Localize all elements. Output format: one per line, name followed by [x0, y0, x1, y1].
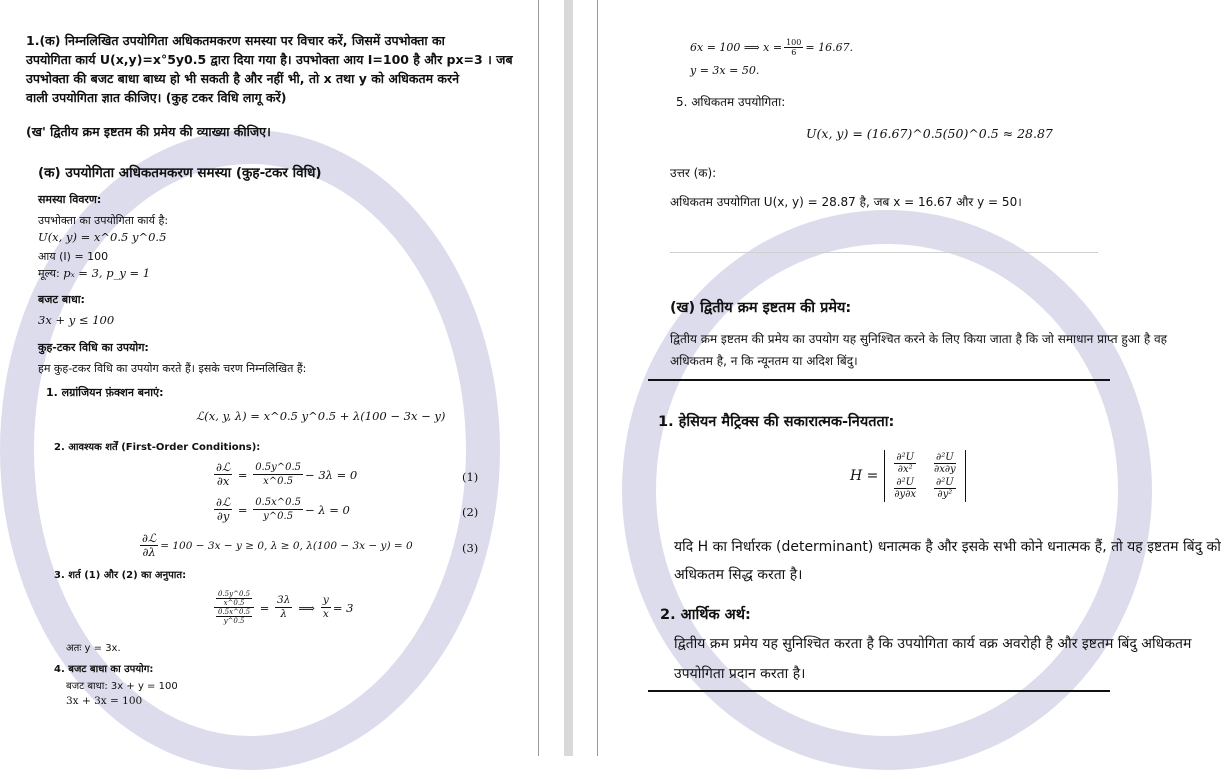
hessian-matrix: [884, 450, 965, 502]
h11: [892, 452, 918, 475]
h12: [932, 452, 958, 475]
ratio-a1: 0.5y^0.5: [218, 590, 251, 598]
question-line-3: उपभोक्ता की बजट बाधा बाध्य हो भी सकती है और नहीं भी, तो x तथा y को अधिकतम करने: [26, 71, 460, 86]
foc3-derivative: [140, 532, 158, 559]
ratio-a2: x^0.5: [223, 599, 245, 607]
foc-equation-1: $\frac{\text{∂ℒ}}{\partial x}$ = $\frac{0.5y\^{}0.5}{x\^{}0.5}$ − 3λ = 0: [216, 460, 358, 488]
ratio-y: y: [322, 594, 329, 606]
budget-equation: 3x + y ≤ 100: [38, 313, 115, 327]
foc2-num: ∂ℒ: [216, 495, 231, 509]
h21: [892, 477, 918, 500]
income-line: आय (I) = 100: [38, 250, 109, 263]
section-b-text-2: अधिकतम है, न कि न्यूनतम या अदिश बिंदु।: [670, 354, 858, 368]
foc1-num: ∂ℒ: [216, 460, 231, 474]
section-b-text-1: द्वितीय क्रम इष्टतम की प्रमेय का उपयोग यह सुनिश्चित करने के लिए किया जाता है कि जो समाधान प्राप्त हुआ है वह: [670, 332, 1168, 346]
max-utility-equation: U(x, y) = (16.67)^0.5(50)^0.5 ≈ 28.87: [806, 126, 1053, 141]
scroll-divider: [564, 0, 573, 756]
economic-text-1: द्वितीय क्रम प्रमेय यह सुनिश्चित करता है कि उपयोगिता कार्य वक्र अवरोही है और इष्टतम बिंदु अधिकतम: [674, 636, 1192, 652]
ratio-x: x: [322, 608, 329, 620]
answer-text: अधिकतम उपयोगिता U(x, y) = 28.87 है, जब x = 16.67 और y = 50।: [670, 195, 1022, 209]
question-line-1: 1.(क) निम्नलिखित उपयोगिता अधिकतमकरण समस्या पर विचार करें, जिसमें उपभोक्ता का: [26, 33, 445, 48]
hence-line: अतः y = 3x.: [66, 643, 121, 654]
eq-6x-num: 100: [786, 38, 802, 47]
foc2-den: ∂y: [216, 509, 230, 523]
step-2: 2. आवश्यक शर्तें (First-Order Conditions):: [54, 442, 261, 453]
ratio-equation: $\frac{\frac{0.5y\^{}0.5}{x\^{}0.5}}{\frac{0.5x\^{}0.5}{y\^{}0.5}}$ = $\frac{3\lambda}{\lambda}$ ⟹ $\frac{y}{x}$ = 3: [212, 590, 353, 625]
foc1-rest: − 3λ = 0: [305, 467, 358, 482]
prices-equation: pₓ = 3, p_y = 1: [63, 266, 151, 280]
foc3-num: ∂ℒ: [142, 531, 157, 545]
foc2-n2: 0.5x^0.5: [255, 497, 302, 508]
hessian-label: H =: [850, 468, 879, 484]
foc1-n2: 0.5y^0.5: [255, 462, 302, 473]
ratio-yx-fraction: [321, 594, 331, 621]
foc-equation-2: $\frac{\text{∂ℒ}}{\partial y}$ = $\frac{0.5x\^{}0.5}{y\^{}0.5}$ − λ = 0: [216, 495, 350, 523]
ratio-top: [214, 590, 254, 608]
document-page-right: [598, 0, 1221, 756]
foc-equation-3: [138, 532, 413, 559]
equation-number-2: (2): [462, 505, 479, 519]
foc2-derivative: [214, 496, 232, 523]
ratio-b2: y^0.5: [223, 617, 245, 625]
eq-6x-left: 6x = 100 ⟹ x =: [690, 41, 783, 54]
kt-intro: हम कुह-टकर विधि का उपयोग करते हैं। इसके चरण निम्नलिखित हैं:: [38, 362, 307, 375]
foc2-fraction: [253, 496, 303, 523]
ratio-c-n: 3λ: [277, 594, 291, 606]
foc1-den: ∂x: [216, 474, 230, 488]
ratio-bottom: [214, 608, 254, 625]
h22-den: ∂y²: [937, 489, 953, 500]
eq-6x-fraction: [784, 38, 803, 57]
page-gap: [538, 0, 598, 756]
prices-line: [38, 266, 150, 281]
h22: [932, 477, 958, 500]
foc2-rest: − λ = 0: [305, 502, 350, 517]
page-border-left: [538, 0, 539, 756]
utility-label: उपभोक्ता का उपयोगिता कार्य है:: [38, 214, 169, 227]
budget-line: बजट बाधा: 3x + y = 100: [66, 681, 178, 692]
horizontal-rule-top: [648, 379, 1110, 381]
economic-meaning-heading: 2. आर्थिक अर्थ:: [660, 607, 751, 623]
eq-6x-right: = 16.67.: [805, 41, 854, 54]
h21-num: ∂²U: [896, 477, 915, 488]
hessian-matrix-equation: [850, 450, 966, 502]
foc3-den: ∂λ: [142, 545, 156, 559]
horizontal-rule-bottom: [648, 690, 1110, 692]
eq-6x: [690, 38, 853, 57]
eq-6x-den: 6: [791, 48, 797, 57]
hessian-heading: 1. हेसियन मैट्रिक्स की सकारात्मक-नियतता:: [658, 414, 895, 430]
substitution-line: 3x + 3x = 100: [66, 695, 143, 707]
step-3: 3. शर्त (1) और (2) का अनुपात:: [54, 570, 187, 581]
ratio-compound-fraction: [214, 590, 254, 625]
section-title: (क) उपयोगिता अधिकतमकरण समस्या (कुह-टकर विधि): [38, 165, 322, 181]
equation-number-1: (1): [462, 470, 479, 484]
foc1-derivative: [214, 461, 232, 488]
step-1: 1. लग्रांजियन फ़ंक्शन बनाएं:: [46, 386, 164, 399]
foc3-rest: = 100 − 3x − y ≥ 0, λ ≥ 0, λ(100 − 3x − y) = 0: [160, 539, 413, 552]
ratio-result: = 3: [332, 600, 354, 615]
implies-arrow: ⟹: [298, 600, 315, 615]
ratio-b1: 0.5x^0.5: [218, 608, 251, 616]
eq-y: y = 3x = 50.: [690, 64, 760, 77]
ratio-lambda-fraction: [275, 594, 292, 621]
answer-heading: उत्तर (क):: [670, 166, 717, 180]
question-b: (ख' द्वितीय क्रम इष्टतम की प्रमेय की व्याख्या कीजिए।: [26, 124, 271, 139]
hessian-text-2: अधिकतम सिद्ध करता है।: [674, 567, 803, 583]
kt-heading: कुह-टकर विधि का उपयोग:: [38, 341, 149, 354]
section-separator: [670, 252, 1098, 253]
h11-den: ∂x²: [897, 464, 913, 475]
hessian-text-1: यदि H का निर्धारक (determinant) धनात्मक है और इसके सभी कोने धनात्मक हैं, तो यह इष्टतम बिंदु को: [674, 539, 1221, 555]
lagrangian-equation: ℒ(x, y, λ) = x^0.5 y^0.5 + λ(100 − 3x − y): [196, 409, 446, 423]
h11-num: ∂²U: [896, 452, 915, 463]
step-4: 4. बजट बाधा का उपयोग:: [54, 664, 154, 675]
h22-num: ∂²U: [936, 477, 954, 488]
foc2-d2: y^0.5: [263, 511, 294, 522]
step-5: 5. अधिकतम उपयोगिता:: [676, 95, 786, 109]
utility-equation: U(x, y) = x^0.5 y^0.5: [38, 230, 167, 244]
problem-heading: समस्या विवरण:: [38, 193, 102, 206]
question-line-4: वाली उपयोगिता ज्ञात कीजिए। (कुह टकर विधि लागू करें): [26, 90, 287, 105]
h12-den: ∂x∂y: [934, 464, 956, 475]
document-page-left: [0, 0, 538, 756]
h21-den: ∂y∂x: [894, 489, 917, 500]
prices-label: मूल्य:: [38, 267, 60, 280]
ratio-c-d: λ: [280, 608, 288, 620]
foc1-d2: x^0.5: [263, 476, 294, 487]
section-b-heading: (ख) द्वितीय क्रम इष्टतम की प्रमेय:: [670, 300, 852, 316]
budget-heading: बजट बाधा:: [38, 293, 85, 306]
foc1-fraction: [253, 461, 303, 488]
equation-number-3: (3): [462, 541, 479, 555]
question-line-2: उपयोगिता कार्य U(x,y)=x°5y0.5 द्वारा दिया गया है। उपभोक्ता आय I=100 है और px=3 । जब: [26, 52, 513, 67]
h12-num: ∂²U: [936, 452, 954, 463]
economic-text-2: उपयोगिता प्रदान करता है।: [674, 666, 806, 682]
